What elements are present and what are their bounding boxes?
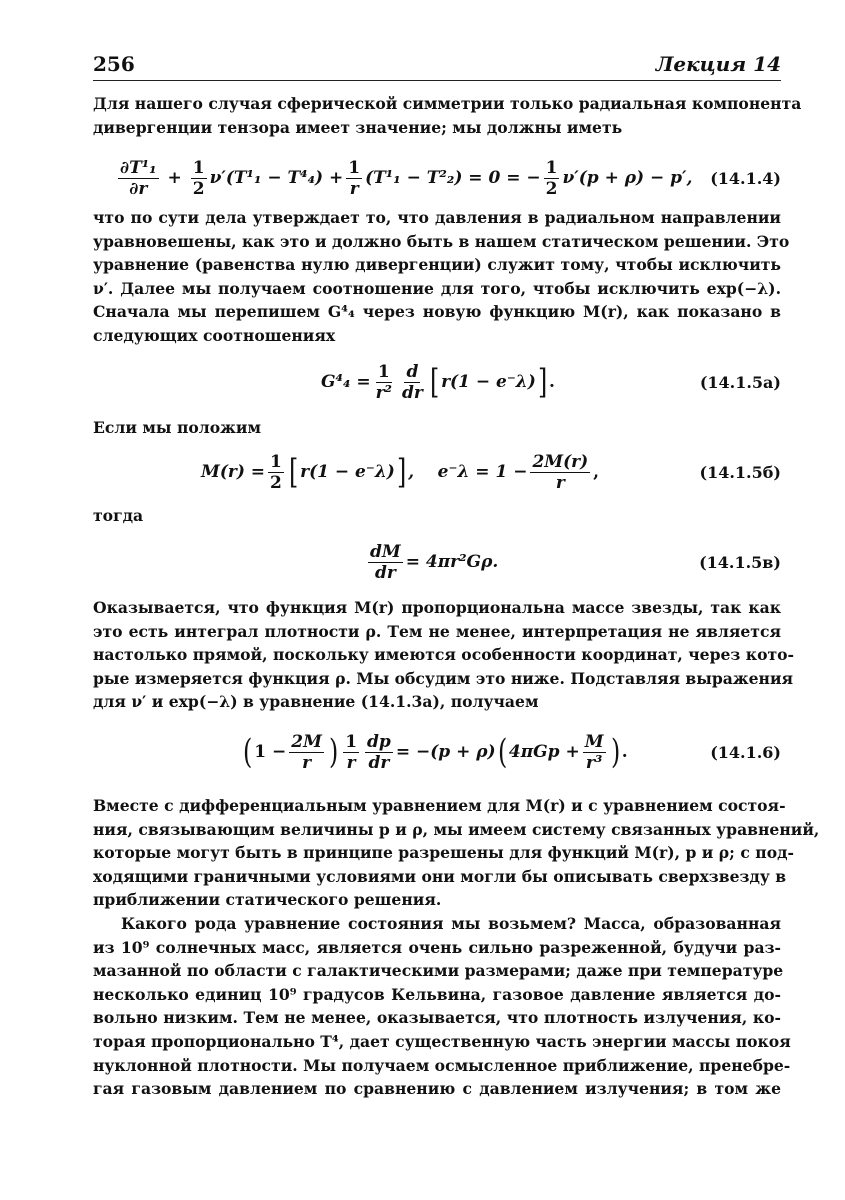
denominator: 2 — [192, 178, 205, 199]
fraction — [346, 158, 362, 199]
fraction — [365, 732, 393, 773]
denominator: r³ — [585, 752, 603, 773]
page-number: 256 — [93, 52, 135, 76]
fraction — [118, 158, 159, 199]
fraction — [368, 542, 403, 583]
paragraph-4 — [93, 504, 781, 528]
text-line: Для нашего случая сферической симметрии только радиальная компонента — [93, 94, 802, 113]
equation-text: . — [621, 742, 628, 762]
paragraph-6 — [93, 794, 820, 912]
numerator: 2M — [291, 731, 322, 752]
fraction — [289, 732, 324, 773]
numerator: 1 — [345, 731, 358, 752]
text-line: дивергенции тензора имеет значение; мы должны иметь — [93, 117, 623, 137]
fraction — [343, 732, 359, 773]
equation-number: (14.1.6) — [710, 742, 781, 762]
equation-text: (T¹₁ − T²₂) = 0 = − — [365, 168, 541, 188]
equation-text: . — [549, 372, 555, 392]
text-line: Какого рода уравнение состояния мы возьмем? Масса, образованная — [121, 914, 781, 933]
numerator: 1 — [270, 451, 282, 472]
text-line: следующих соотношениях — [93, 325, 336, 345]
denominator: dr — [401, 382, 423, 403]
equation-14-1-5b — [93, 442, 781, 502]
equation-number: (14.1.4) — [710, 168, 781, 188]
text-line: несколько единиц 10⁹ градусов Кельвина, газовое давление является до- — [93, 984, 781, 1004]
text-line: Оказывается, что функция M(r) пропорциональна массе звезды, так как — [93, 598, 781, 617]
text-line: нуклонной плотности. Мы получаем осмысленное приближение, пренебре- — [93, 1055, 791, 1075]
right-bracket: ] — [396, 452, 407, 492]
numerator: 1 — [545, 157, 558, 178]
denominator: 2 — [545, 178, 558, 199]
text-line: мазанной по области с галактическими размерами; даже при температуре — [93, 961, 784, 981]
numerator: d — [406, 361, 419, 382]
equation-text: G⁴₄ = — [321, 372, 371, 392]
text-line: настолько прямой, поскольку имеются особенности координат, через кото- — [93, 645, 795, 665]
denominator: dr — [374, 562, 396, 583]
page-header — [93, 50, 781, 81]
equation-14-1-6 — [93, 722, 781, 782]
right-paren: ) — [328, 732, 339, 772]
equation-text: , — [593, 462, 600, 482]
equation-number: (14.1.5а) — [699, 372, 781, 392]
numerator: 1 — [348, 157, 361, 178]
equation-14-1-5v — [93, 532, 781, 592]
text-line: что по сути дела утверждает то, что давления в радиальном направлении — [93, 208, 781, 227]
left-bracket: [ — [288, 452, 299, 492]
equation-text: , e⁻λ = 1 − — [408, 462, 528, 482]
equation-text: r(1 − e⁻λ) — [441, 372, 536, 392]
equation-text: 4πGp + — [508, 742, 580, 762]
right-bracket: ] — [537, 362, 548, 402]
paragraph-2 — [93, 206, 790, 348]
text-line: ходящими граничными условиями они могли бы описывать сверхзвезду в — [93, 866, 787, 886]
text-line: уравнение (равенства нулю дивергенции) служит тому, чтобы исключить — [93, 255, 781, 275]
denominator: ∂r — [129, 178, 148, 199]
denominator: 2 — [270, 472, 282, 493]
fraction — [530, 452, 590, 493]
text-line: вольно низким. Тем не менее, оказывается, что плотность излучения, ко- — [93, 1008, 781, 1028]
equation-14-1-5a — [93, 352, 781, 412]
text-line: тогда — [93, 506, 144, 525]
text-line: Сначала мы перепишем G⁴₄ через новую функцию M(r), как показано в — [93, 302, 781, 322]
text-line: торая пропорционально T⁴, дает существенную часть энергии массы покоя — [93, 1031, 791, 1051]
equation-number: (14.1.5б) — [699, 462, 781, 482]
denominator: r² — [375, 382, 392, 403]
fraction — [583, 732, 606, 773]
equation-text: M(r) = — [201, 462, 266, 482]
fraction — [544, 158, 560, 199]
text-line: Если мы положим — [93, 418, 262, 437]
text-line: приближении статического решения. — [93, 890, 442, 910]
left-paren: ( — [497, 732, 507, 772]
numerator: dM — [370, 541, 401, 562]
fraction — [268, 452, 284, 493]
numerator: dp — [367, 731, 391, 752]
equation-text: = 4πr²Gρ. — [405, 552, 499, 572]
numerator: 1 — [192, 157, 205, 178]
equation-text: ν′(T¹₁ − T⁴₄) + — [209, 168, 344, 188]
paragraph-5 — [93, 596, 795, 714]
fraction — [400, 362, 425, 403]
numerator: ∂T¹₁ — [120, 157, 157, 178]
equation-number: (14.1.5в) — [699, 552, 781, 572]
denominator: r — [346, 752, 356, 773]
left-bracket: [ — [429, 362, 440, 402]
left-paren: ( — [242, 732, 253, 772]
equation-text: ν′(p + ρ) − p′, — [562, 168, 693, 188]
text-line: для ν′ и exp(−λ) в уравнение (14.1.3а), получаем — [93, 692, 539, 712]
text-line: из 10⁹ солнечных масс, является очень сильно разреженной, будучи раз- — [93, 937, 781, 957]
equation-text: = −(p + ρ) — [395, 742, 496, 762]
text-line: уравновешены, как это и должно быть в нашем статическом решении. Это — [93, 231, 790, 251]
denominator: r — [349, 178, 359, 199]
numerator: 2M(r) — [532, 451, 589, 472]
denominator: r — [555, 472, 565, 493]
equation-text: r(1 − e⁻λ) — [300, 462, 395, 482]
fraction — [374, 362, 394, 403]
fraction — [191, 158, 207, 199]
text-line: гая газовым давлением по сравнению с давлением излучения; в том же — [93, 1079, 781, 1099]
text-line: это есть интеграл плотности ρ. Тем не менее, интерпретация не является — [93, 621, 781, 641]
equation-text: 1 − — [254, 742, 287, 762]
text-line: рые измеряется функция ρ. Мы обсудим это ниже. Подставляя выражения — [93, 668, 794, 688]
equation-14-1-4: $\frac{\text{∂T¹₁}}{\partial r}$ + $\frac{1}{2}$ ν′(T¹₁ − T⁴₄) + $\frac{1}{r}$ (T¹₁ − T²₂) = 0 = − $\frac{1}{2}$ ν′(p + ρ) − p′, (14.1.4) — [93, 148, 781, 208]
running-title: Лекция 14 — [655, 52, 781, 76]
right-paren: ) — [610, 732, 620, 772]
numerator: 1 — [377, 361, 390, 382]
text-line: ния, связывающим величины p и ρ, мы имеем систему связанных уравнений, — [93, 819, 820, 839]
denominator: dr — [368, 752, 390, 773]
numerator: M — [584, 731, 604, 752]
paragraph-3 — [93, 416, 781, 440]
denominator: r — [302, 752, 312, 773]
text-line: ν′. Далее мы получаем соотношение для того, чтобы исключить exp(−λ). — [93, 278, 781, 298]
paragraph-7 — [93, 912, 791, 1101]
text-line: Вместе с дифференциальным уравнением для M(r) и с уравнением состоя- — [93, 796, 786, 815]
text-line: которые могут быть в принципе разрешены для функций M(r), p и ρ; с под- — [93, 843, 794, 863]
paragraph-1 — [93, 92, 802, 139]
